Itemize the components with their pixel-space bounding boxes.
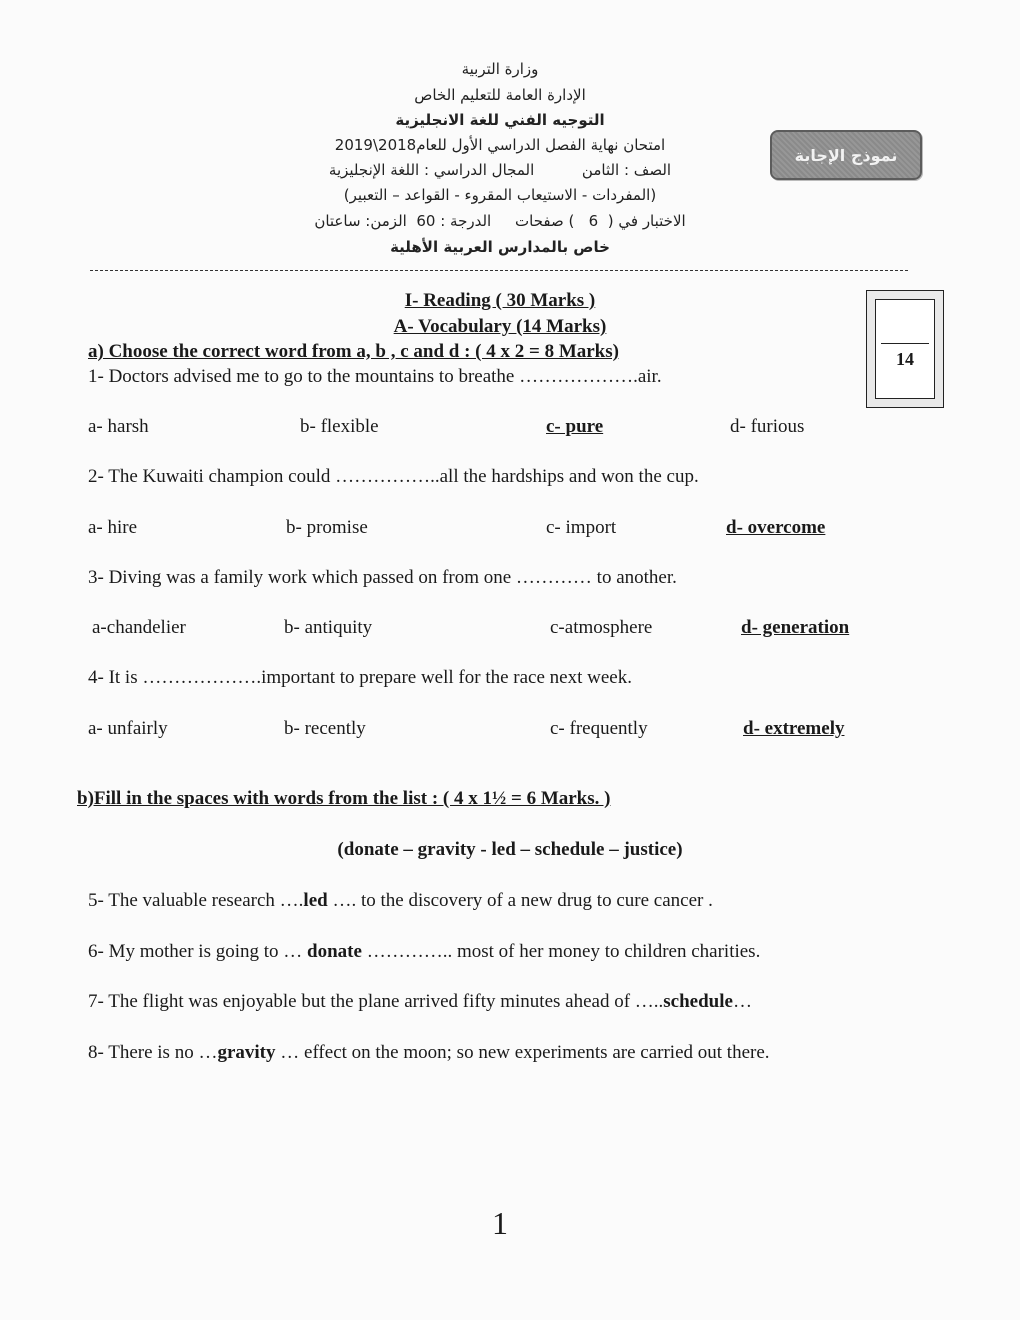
fill-item-8-before: 8- There is no … — [88, 1042, 218, 1063]
exam-title: امتحان نهاية الفصل الدراسي الأول للعام2018\2019 — [334, 136, 666, 154]
option-3d-correct: d- generation — [741, 617, 850, 638]
directorate-name: الإدارة العامة للتعليم الخاص — [414, 86, 586, 104]
fill-item-5-answer: led — [303, 890, 328, 911]
option-3c: c-atmosphere — [550, 617, 653, 638]
word-list: (donate – gravity - led – schedule – justice) — [337, 839, 683, 860]
fill-item-8-answer: gravity — [217, 1042, 276, 1063]
skills-line: (المفردات - الاستيعاب المقروء - القواعد – التعبير) — [343, 186, 657, 204]
header-divider — [90, 270, 908, 271]
fill-item-7-after: … — [732, 991, 752, 1012]
section-subtitle: A- Vocabulary (14 Marks) — [393, 316, 607, 337]
fill-item-5-after: …. to the discovery of a new drug to cure cancer . — [327, 890, 713, 911]
question-1: 1- Doctors advised me to go to the mountains to breathe ……………….air. — [88, 366, 662, 387]
question-2: 2- The Kuwaiti champion could ……………..all the hardships and won the cup. — [88, 466, 699, 487]
option-3a: a-chandelier — [92, 617, 186, 638]
schools-line: خاص بالمدارس العربية الأهلية — [390, 238, 610, 256]
fill-item-6-answer: donate — [307, 941, 362, 962]
option-1a: a- harsh — [88, 416, 149, 437]
fill-item-8 — [88, 1042, 770, 1064]
fill-item-5 — [88, 890, 713, 912]
fill-item-7-answer: schedule — [663, 991, 733, 1012]
fill-item-7 — [88, 991, 752, 1013]
option-4b: b- recently — [284, 718, 366, 739]
fill-item-6-before: 6- My mother is going to … — [88, 941, 308, 962]
option-2b: b- promise — [286, 517, 368, 538]
question-3: 3- Diving was a family work which passed on from one ………… to another. — [88, 567, 677, 588]
section-title: I- Reading ( 30 Marks ) — [404, 290, 596, 311]
option-1c-correct: c- pure — [546, 416, 604, 437]
supervision-name: التوجيه الفني للغة الانجليزية — [395, 111, 605, 129]
answer-key-badge — [770, 130, 922, 180]
grade-line: الصف : الثامن المجال الدراسي : اللغة الإنجليزية — [328, 161, 672, 179]
page-number: 1 — [492, 1205, 508, 1241]
ministry-name: وزارة التربية — [461, 60, 539, 78]
score-total: 14 — [896, 349, 914, 369]
part-a-heading: a) Choose the correct word from a, b , c and d : ( 4 x 2 = 8 Marks) — [88, 341, 619, 362]
question-4: 4- It is ……………….important to prepare well for the race next week. — [88, 667, 632, 688]
score-line — [881, 343, 929, 344]
part-b-heading: b)Fill in the spaces with words from the list : ( 4 x 1½ = 6 Marks. ) — [77, 788, 611, 809]
option-1d: d- furious — [730, 416, 805, 437]
option-2c: c- import — [546, 517, 617, 538]
answer-key-label: نموذج الإجابة — [794, 145, 898, 165]
option-2a: a- hire — [88, 517, 138, 538]
score-box — [866, 290, 944, 408]
option-4c: c- frequently — [550, 718, 648, 739]
option-4d-correct: d- extremely — [743, 718, 845, 739]
option-4a: a- unfairly — [88, 718, 168, 739]
option-1b: b- flexible — [300, 416, 379, 437]
exam-info-line: الاختبار في ( 6 ) صفحات الدرجة : 60 الزمن: ساعتان — [314, 212, 686, 230]
fill-item-8-after: … effect on the moon; so new experiments are carried out there. — [275, 1042, 770, 1063]
fill-item-6-after: ………….. most of her money to children charities. — [361, 941, 761, 962]
option-2d-correct: d- overcome — [726, 517, 826, 538]
option-3b: b- antiquity — [284, 617, 373, 638]
fill-item-5-before: 5- The valuable research …. — [88, 890, 304, 911]
fill-item-7-before: 7- The flight was enjoyable but the plane arrived fifty minutes ahead of ….. — [88, 991, 664, 1012]
fill-item-6 — [88, 941, 760, 963]
